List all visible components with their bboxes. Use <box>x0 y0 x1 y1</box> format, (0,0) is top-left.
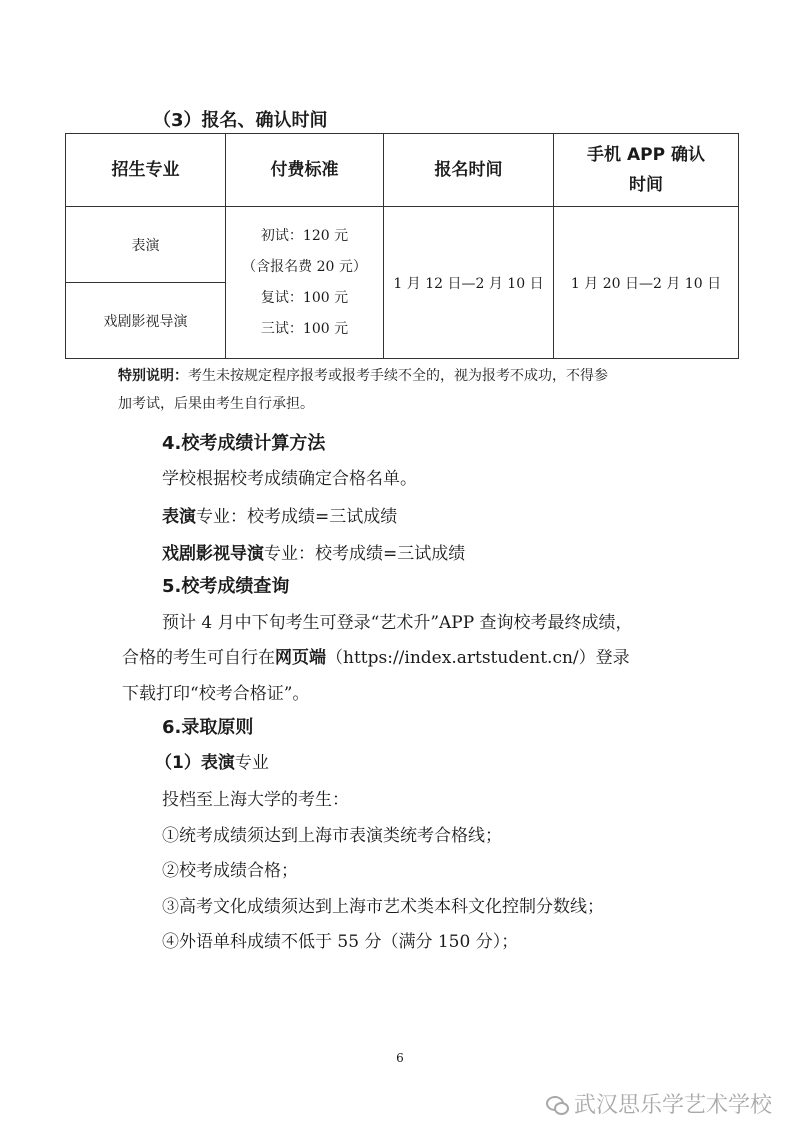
section-5-line-1: 预计 4 月中下旬考生可登录“艺术升”APP 查询校考最终成绩， <box>162 613 633 633</box>
section-4-item-2 <box>162 539 465 564</box>
list-item: ②校考成绩合格； <box>162 861 298 881</box>
fee-line: 复试：100 元 <box>260 289 349 306</box>
item-1-rest: 专业：校考成绩=三试成绩 <box>196 507 398 527</box>
header-fee: 付费标准 <box>226 134 384 207</box>
header-register-time: 报名时间 <box>384 134 554 207</box>
header-app-confirm-line1: 手机 APP 确认 <box>587 145 705 165</box>
item-2-bold: 戏剧影视导演 <box>162 544 264 564</box>
page-number: 6 <box>396 1051 404 1065</box>
table-row <box>66 207 739 283</box>
sub-prefix: （1） <box>155 753 201 773</box>
fee-cell <box>226 207 384 359</box>
register-time-cell: 1 月 12 日—2 月 10 日 <box>384 207 554 359</box>
list-item: ④外语单科成绩不低于 55 分（满分 150 分）； <box>162 932 519 952</box>
section-5-title: 5.校考成绩查询 <box>162 576 290 597</box>
wechat-icon <box>546 1094 568 1114</box>
sub-bold: 表演 <box>200 753 235 773</box>
special-note <box>118 362 758 418</box>
watermark-text: 武汉思乐学艺术学校 <box>573 1093 772 1118</box>
major-cell: 戏剧影视导演 <box>66 283 226 359</box>
registration-table <box>65 133 739 359</box>
section-6-subtitle <box>155 748 269 773</box>
confirm-time-cell: 1 月 20 日—2 月 10 日 <box>554 207 739 359</box>
fee-line: 三试：100 元 <box>260 320 349 337</box>
section-5-line-2 <box>122 643 630 668</box>
section-6-intro: 投档至上海大学的考生： <box>162 790 349 810</box>
section-5-line-3: 下载打印“校考合格证”。 <box>122 684 310 704</box>
section-3-title: （3）报名、确认时间 <box>153 110 328 131</box>
line-2-b: （https://index.artstudent.cn/）登录 <box>326 648 630 668</box>
fee-line: （含报名费 20 元） <box>242 258 367 275</box>
line-2-a: 合格的考生可自行在 <box>122 648 275 668</box>
fee-line: 初试：120 元 <box>260 227 349 244</box>
list-item: ①统考成绩须达到上海市表演类统考合格线； <box>162 826 502 846</box>
list-item: ③高考文化成绩须达到上海市艺术类本科文化控制分数线； <box>162 897 604 917</box>
note-line-2: 加考试，后果由考生自行承担。 <box>118 396 314 412</box>
header-app-confirm-time <box>554 134 739 207</box>
item-1-bold: 表演 <box>162 507 196 527</box>
watermark <box>546 1088 772 1119</box>
note-line-1: 考生未按规定程序报考或报考手续不全的，视为报考不成功，不得参 <box>188 368 608 384</box>
sub-rest: 专业 <box>234 753 269 773</box>
section-6-title: 6.录取原则 <box>162 717 254 738</box>
section-4-title: 4.校考成绩计算方法 <box>162 433 326 454</box>
header-app-confirm-line2: 时间 <box>629 175 663 195</box>
table-header-row <box>66 134 739 207</box>
section-4-intro: 学校根据校考成绩确定合格名单。 <box>162 469 417 489</box>
web-portal-bold: 网页端 <box>275 648 326 668</box>
note-label: 特别说明： <box>118 368 188 384</box>
header-major: 招生专业 <box>66 134 226 207</box>
section-4-item-1 <box>162 502 397 527</box>
item-2-rest: 专业：校考成绩=三试成绩 <box>264 544 466 564</box>
major-cell: 表演 <box>66 207 226 283</box>
